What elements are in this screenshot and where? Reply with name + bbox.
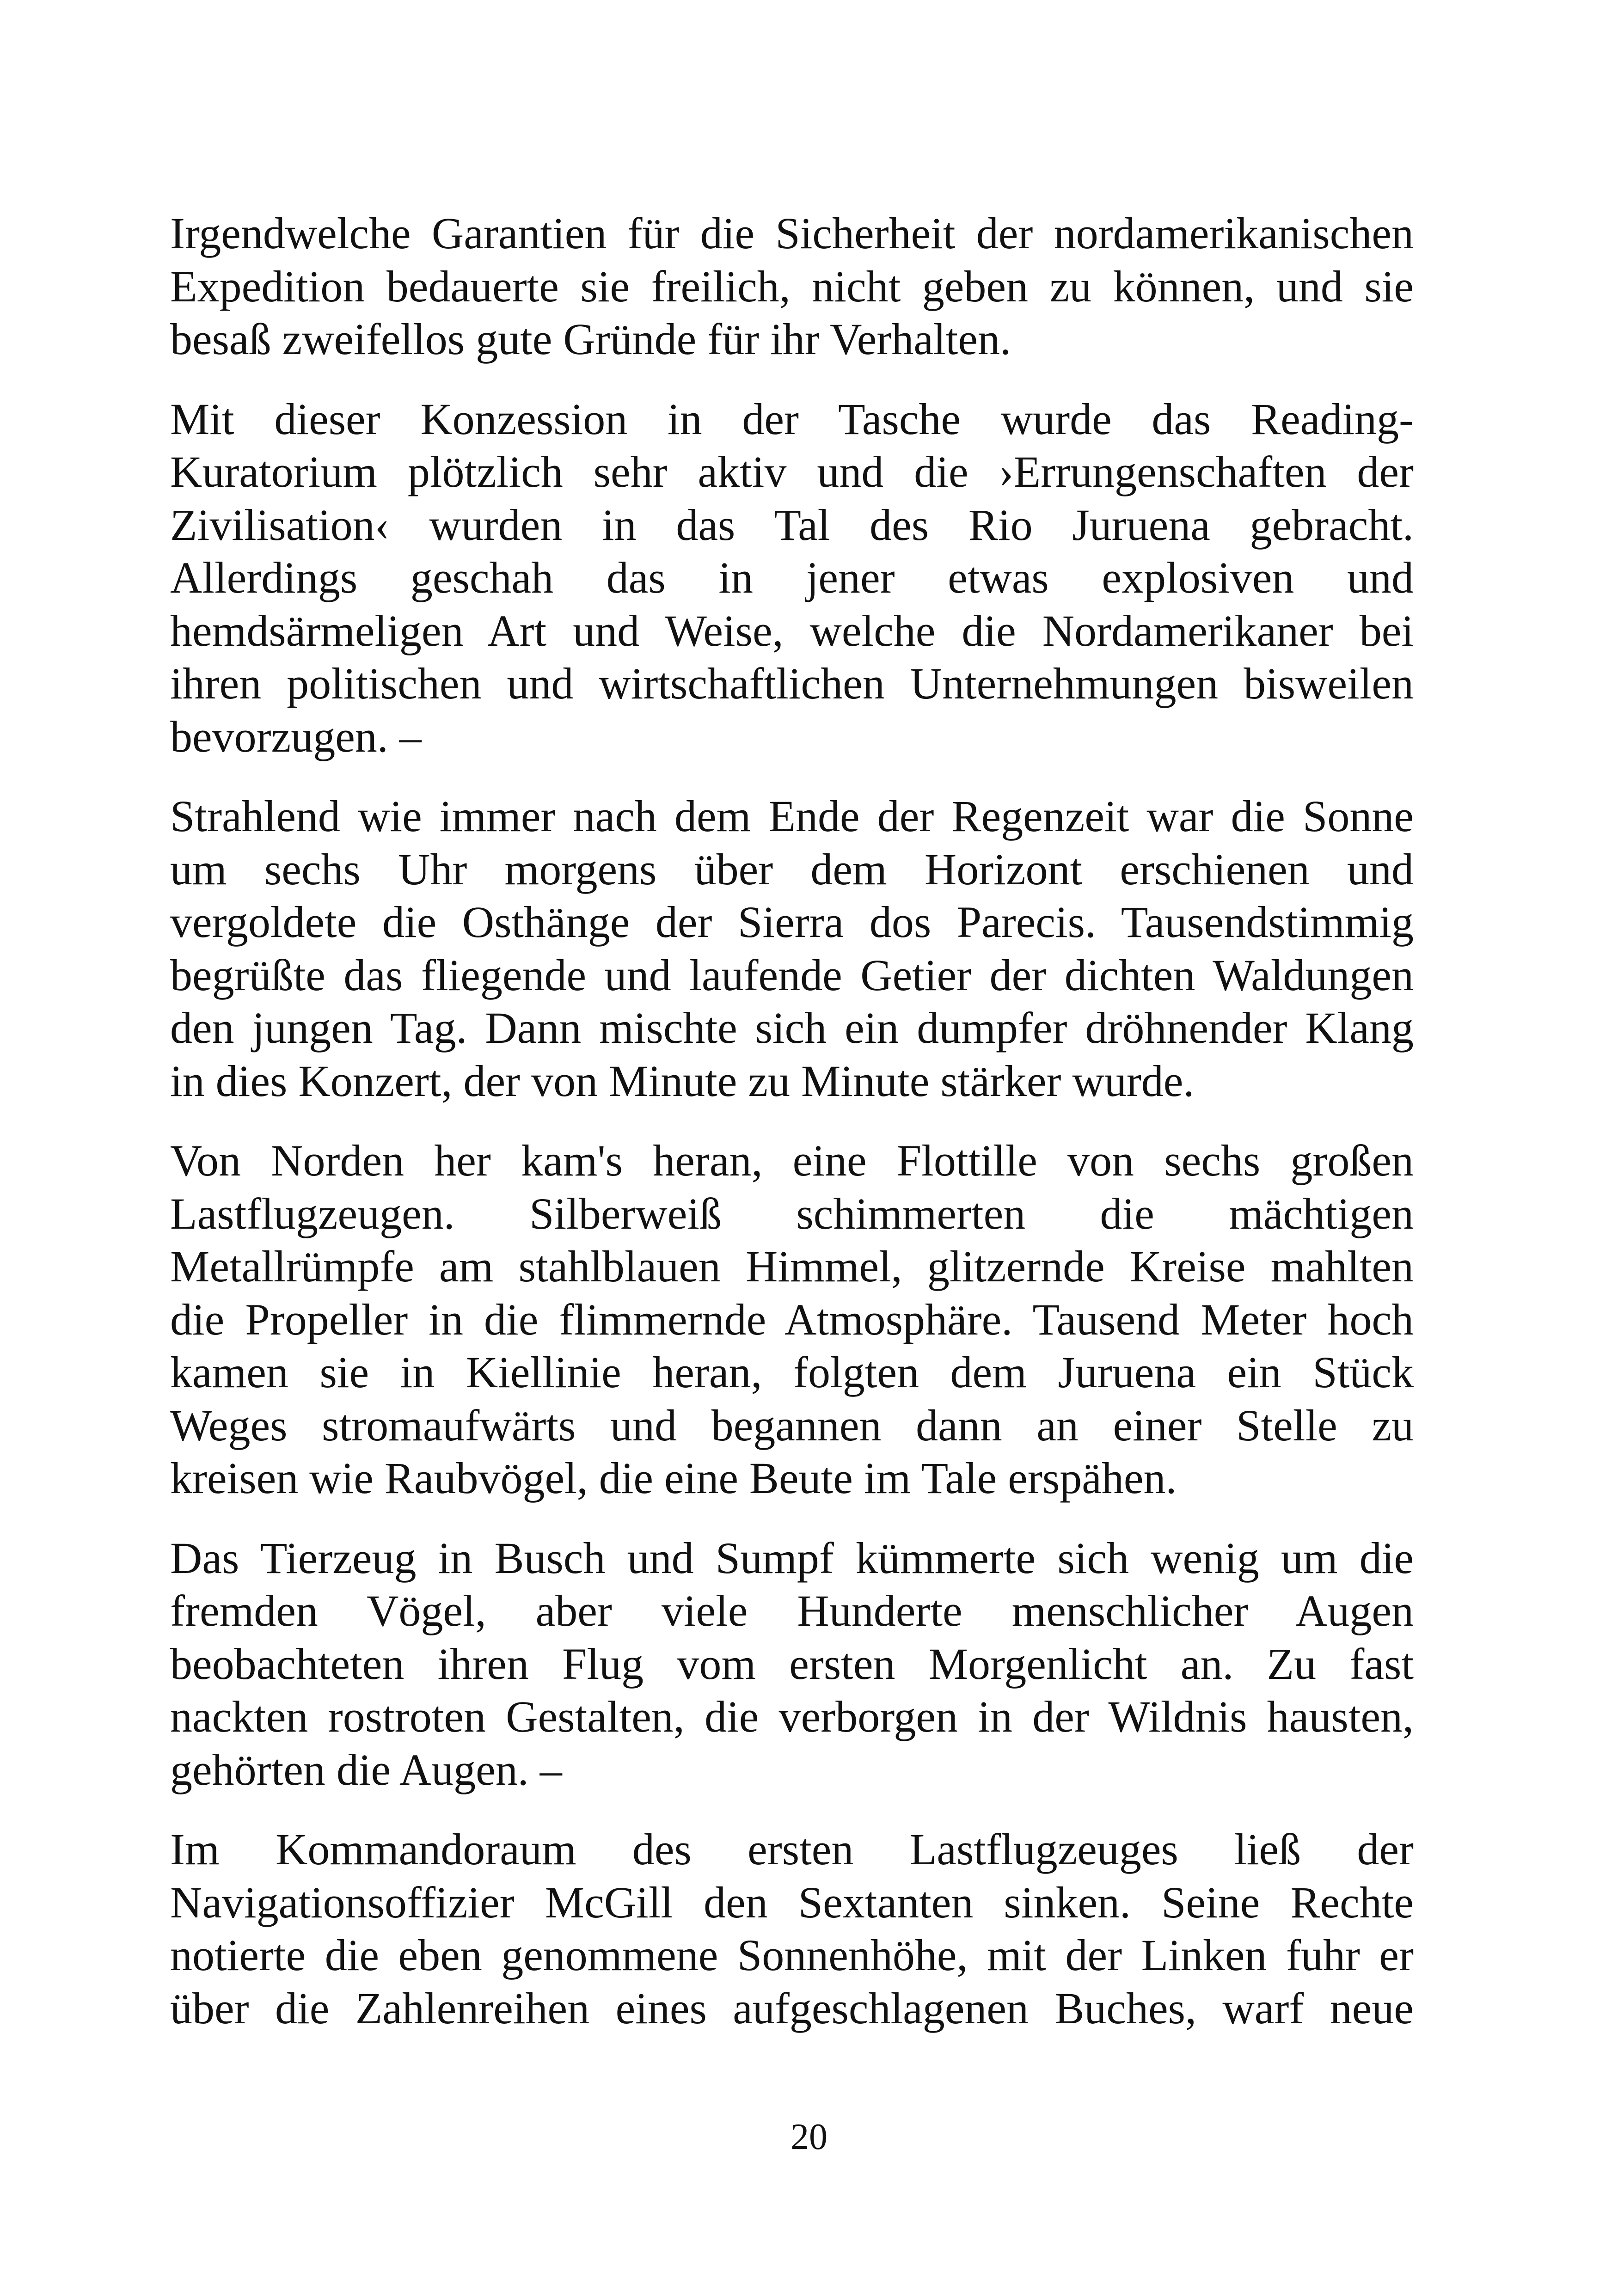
text-line: bevorzugen. – [170,711,422,761]
text-line: ihren politischen und wirtschaftlichen Unternehmungen bisweilen [170,659,1414,708]
paragraph-3 [170,790,1414,1108]
text-line: nackten rostroten Gestalten, die verborgen in der Wildnis hausten, [170,1692,1414,1741]
text-line: Mit dieser Konzession in der Tasche wurde das Reading- [170,394,1414,444]
paragraph-6 [170,1823,1414,2035]
text-line: beobachteten ihren Flug vom ersten Morgenlicht an. Zu fast [170,1639,1414,1689]
text-line: Navigationsoffizier McGill den Sextanten sinken. Seine Rechte [170,1877,1414,1927]
text-line: kreisen wie Raubvögel, die eine Beute im Tale erspähen. [170,1453,1177,1503]
text-line: besaß zweifellos gute Gründe für ihr Verhalten. [170,314,1011,364]
text-line: hemdsärmeligen Art und Weise, welche die Nordamerikaner bei [170,606,1414,655]
text-line: um sechs Uhr morgens über dem Horizont erschienen und [170,844,1414,894]
text-line: Irgendwelche Garantien für die Sicherheit der nordamerikanischen [170,208,1414,258]
text-line: den jungen Tag. Dann mischte sich ein dumpfer dröhnender Klang [170,1003,1414,1053]
text-line: Von Norden her kam's heran, eine Flottille von sechs großen [170,1136,1414,1185]
text-line: Expedition bedauerte sie freilich, nicht geben zu können, und sie [170,261,1414,311]
text-line: vergoldete die Osthänge der Sierra dos Parecis. Tausendstimmig [170,897,1414,947]
text-line: kamen sie in Kiellinie heran, folgten dem Juruena ein Stück [170,1347,1414,1397]
body-text [170,207,1414,2035]
text-line: fremden Vögel, aber viele Hunderte menschlicher Augen [170,1586,1414,1635]
paragraph-2 [170,393,1414,764]
text-line: Lastflugzeugen. Silberweiß schimmerten die mächtigen [170,1188,1414,1238]
text-line: in dies Konzert, der von Minute zu Minute stärker wurde. [170,1056,1195,1106]
text-line: über die Zahlenreihen eines aufgeschlagenen Buches, warf neue [170,1983,1414,2033]
text-line: Allerdings geschah das in jener etwas explosiven und [170,553,1414,602]
text-line: Metallrümpfe am stahlblauen Himmel, glitzernde Kreise mahlten [170,1242,1414,1291]
page-number: 20 [791,2117,827,2157]
text-line: die Propeller in die flimmernde Atmosphäre. Tausend Meter hoch [170,1294,1414,1344]
text-line: Zivilisation‹ wurden in das Tal des Rio Juruena gebracht. [170,500,1414,550]
text-line: gehörten die Augen. – [170,1745,562,1794]
text-line: Das Tierzeug in Busch und Sumpf kümmerte sich wenig um die [170,1533,1414,1583]
paragraph-4 [170,1134,1414,1505]
paragraph-1 [170,207,1414,366]
text-line: begrüßte das fliegende und laufende Getier der dichten Waldungen [170,950,1414,1000]
text-line: Im Kommandoraum des ersten Lastflugzeuges ließ der [170,1825,1414,1874]
text-line: Kuratorium plötzlich sehr aktiv und die ›Errungenschaften der [170,447,1414,496]
text-line: Strahlend wie immer nach dem Ende der Regenzeit war die Sonne [170,791,1414,841]
paragraph-5 [170,1532,1414,1797]
text-line: Weges stromaufwärts und begannen dann an einer Stelle zu [170,1400,1414,1450]
text-line: notierte die eben genommene Sonnenhöhe, mit der Linken fuhr er [170,1930,1414,1980]
